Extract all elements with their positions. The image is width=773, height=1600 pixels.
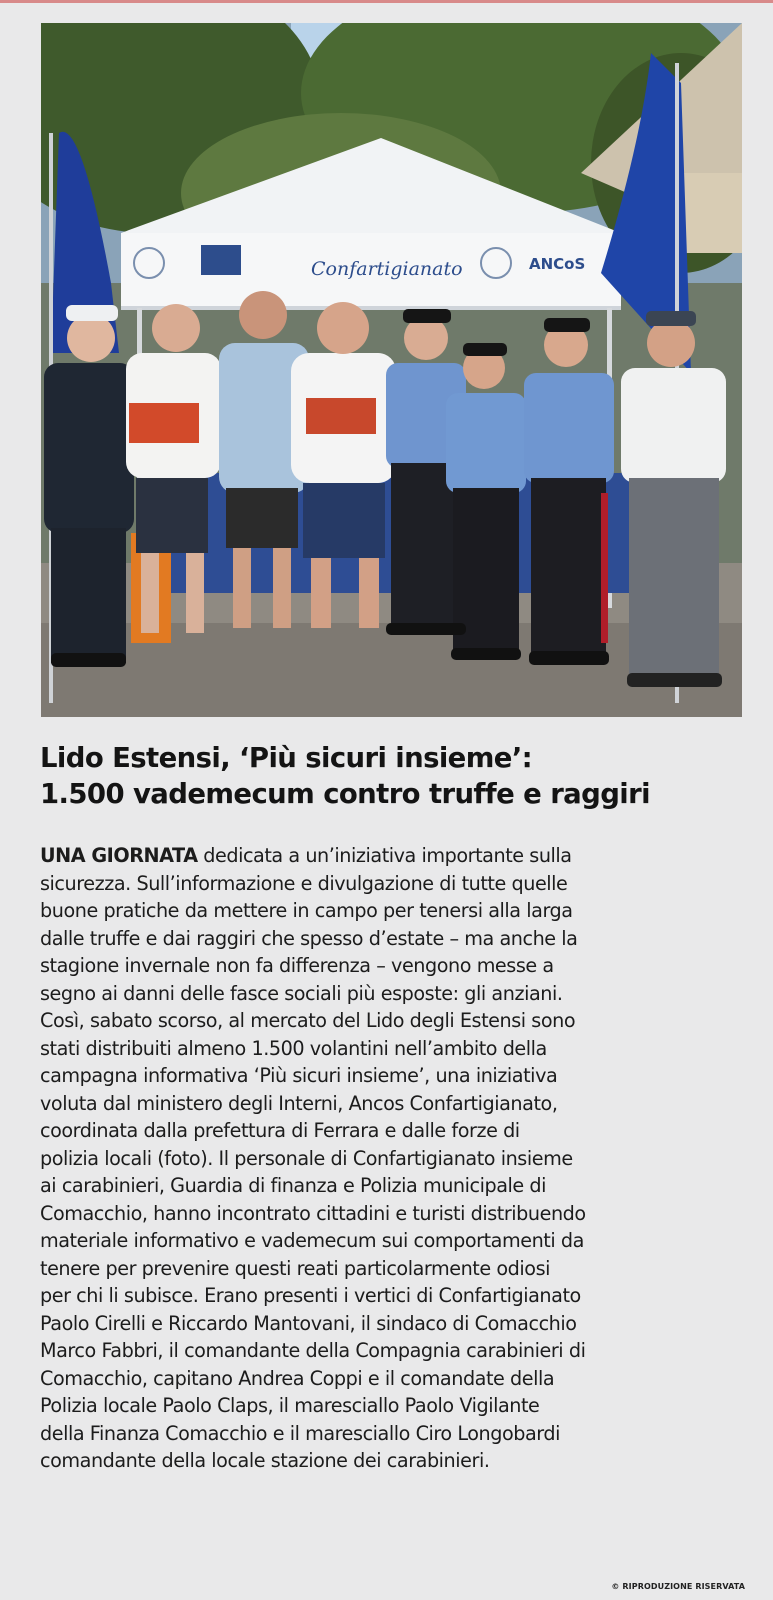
article-headline (40, 740, 740, 812)
body-line: Marco Fabbri, il comandante della Compagnia carabinieri di (40, 1339, 586, 1362)
body-line: polizia locali (foto). Il personale di Confartigianato insieme (40, 1146, 573, 1170)
body-line: tenere per prevenire questi reati particolarmente odiosi (40, 1256, 550, 1280)
headline-line-2: 1.500 vademecum contro truffe e raggiri (40, 778, 650, 810)
tent-banner-text: Confartigianato (311, 258, 463, 280)
copyright-notice: © RIPRODUZIONE RISERVATA (611, 1582, 745, 1591)
body-line: materiale informativo e vademecum sui comportamenti da (40, 1229, 584, 1252)
top-rule (0, 0, 773, 3)
body-line: Così, sabato scorso, al mercato del Lido degli Estensi sono (40, 1009, 576, 1032)
body-line-1 (40, 842, 744, 870)
body-line: Comacchio, capitano Andrea Coppi e il comandate della (40, 1366, 555, 1390)
body-line: dalle truffe e dai raggiri che spesso d’estate – ma anche la (40, 926, 578, 950)
body-line: stati distribuiti almeno 1.500 volantini nell’ambito della (40, 1036, 547, 1060)
body-line: segno ai danni delle fasce sociali più esposte: gli anziani. (40, 981, 563, 1005)
body-line: Paolo Cirelli e Riccardo Mantovani, il sindaco di Comacchio (40, 1311, 577, 1335)
body-line-1-text: dedicata a un’iniziativa importante sulla (197, 844, 572, 867)
photo-illustration (41, 23, 742, 717)
lead-label: UNA GIORNATA (40, 844, 198, 867)
person-7 (524, 318, 614, 658)
tent-banner-small: ANCoS (529, 255, 586, 273)
body-line: buone pratiche da mettere in campo per tenersi alla larga (40, 899, 573, 922)
body-line: campagna informativa ‘Più sicuri insieme’, una iniziativa (40, 1064, 558, 1087)
body-line: stagione invernale non fa differenza – vengono messe a (40, 954, 554, 977)
body-line: comandante della locale stazione dei carabinieri. (40, 1449, 490, 1472)
body-line: sicurezza. Sull’informazione e divulgazione di tutte quelle (40, 871, 568, 895)
body-line: voluta dal ministero degli Interni, Ancos Confartigianato, (40, 1091, 558, 1115)
body-line: per chi li subisce. Erano presenti i vertici di Confartigianato (40, 1284, 581, 1307)
article-body (40, 842, 744, 1475)
body-line: ai carabinieri, Guardia di finanza e Polizia municipale di (40, 1174, 547, 1197)
article-photo (41, 23, 742, 717)
person-8 (621, 311, 726, 678)
body-line: Comacchio, hanno incontrato cittadini e turisti distribuendo (40, 1201, 586, 1225)
body-line: coordinata dalla prefettura di Ferrara e dalle forze di (40, 1119, 520, 1142)
person-1 (44, 305, 134, 663)
body-line: della Finanza Comacchio e il maresciallo Ciro Longobardi (40, 1421, 561, 1445)
body-line: Polizia locale Paolo Claps, il maresciallo Paolo Vigilante (40, 1394, 540, 1417)
headline-line-1: Lido Estensi, ‘Più sicuri insieme’: (40, 742, 533, 774)
